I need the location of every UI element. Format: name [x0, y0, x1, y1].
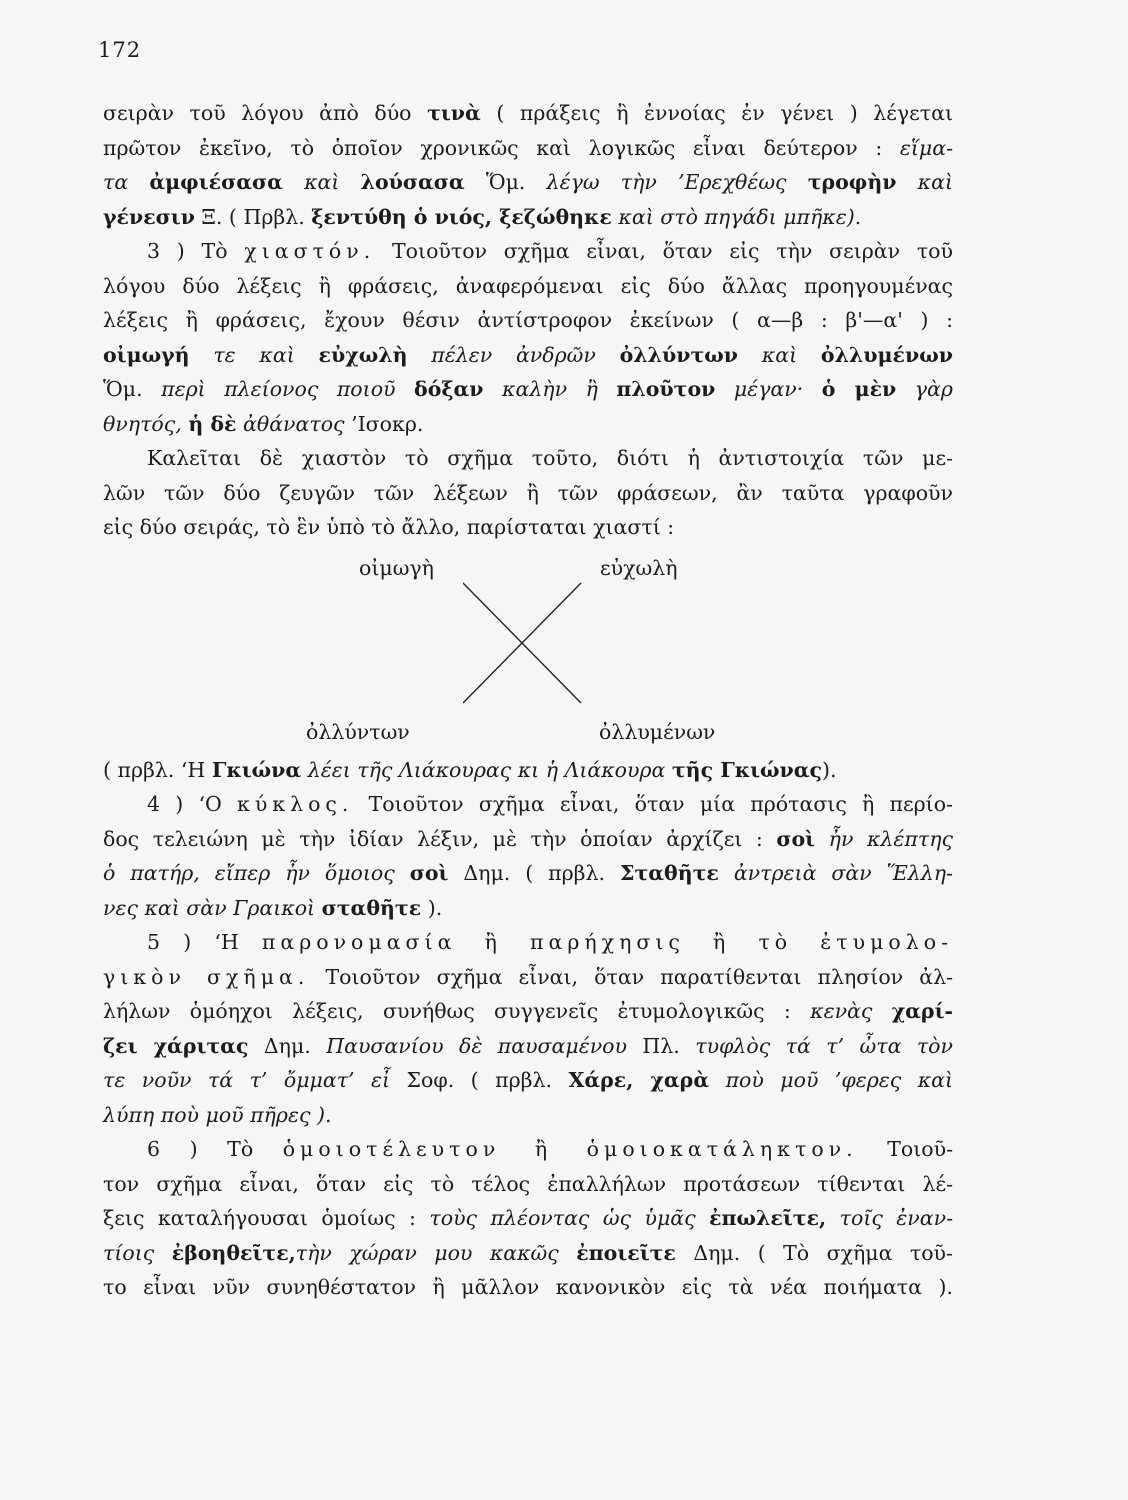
text-line: λύπη ποὺ μοῦ πῆρες ).: [103, 1102, 332, 1127]
text-line: οἰμωγή τε καὶ εὐχωλὴ πέλεν ἀνδρῶν ὀλλύντων καὶ ὀλλυμένων: [103, 342, 953, 367]
term-etymologikon: γικὸν σχῆμα.: [103, 964, 310, 989]
text-line: λῶν τῶν δύο ζευγῶν τῶν λέξεων ἢ τῶν φράσεων, ἂν ταῦτα γραφοῦν: [103, 480, 953, 505]
text-line: λέξεις ἢ φράσεις, ἔχουν θέσιν ἀντίστροφον ἐκείνων ( α—β : β'—α' ) :: [103, 308, 953, 332]
text-line: πρῶτον ἐκεῖνο, τὸ ὁποῖον χρονικῶς καὶ λογικῶς εἶναι δεύτερον : εἵμα-: [103, 135, 953, 160]
page-body: [103, 96, 953, 1305]
text-line: τον σχῆμα εἶναι, ὅταν εἰς τὸ τέλος ἐπαλλήλων προτάσεων τίθενται λέ-: [103, 1171, 953, 1196]
section-heading-line: 5 ) ‘Η παρονομασία ἢ παρήχησις ἢ τὸ ἐτυμολο-: [147, 930, 954, 954]
diagram-word-bottom-left: ὀλλύντων: [306, 719, 410, 744]
text-line: λόγου δύο λέξεις ἢ φράσεις, ἀναφερόμεναι εἰς δύο ἄλλας προηγουμένας: [103, 273, 953, 298]
chiasmus-cross: [463, 581, 583, 706]
text-line: ( πρβλ. ‘Η Γκιώνα λέει τῆς Λιάκουρας κι ἡ Λιάκουρα τῆς Γκιώνας).: [103, 757, 837, 782]
chiasmus-diagram: [103, 545, 953, 753]
term-paronomasia: παρονομασία ἢ παρήχησις ἢ τὸ ἐτυμολο-: [261, 930, 954, 954]
text-line: το εἶναι νῦν συνηθέστατον ἢ μᾶλλον κανονικὸν εἰς τὰ νέα ποιήματα ).: [103, 1275, 953, 1299]
page-number: 172: [98, 38, 142, 62]
term-kyklos: κύκλος.: [237, 792, 354, 816]
text-line: γένεσιν Ξ. ( Πρβλ. ξεντύθη ὁ νιός, ξεζώθηκε καὶ στὸ πηγάδι μπῆκε).: [103, 204, 862, 229]
section-heading-line: 6 ) Τὸ ὁμοιοτέλευτον ἢ ὁμοιοκατάληκτον. Τοιοῦ-: [147, 1137, 953, 1161]
diagram-word-top-left: οἰμωγὴ: [359, 555, 434, 580]
text-line: σειρὰν τοῦ λόγου ἀπὸ δύο τινὰ ( πράξεις ἢ ἐννοίας ἐν γένει ) λέγεται: [103, 101, 953, 125]
text-line: δος τελειώνη μὲ τὴν ἰδίαν λέξιν, μὲ τὴν ὁποίαν ἀρχίζει : σοὶ ἦν κλέπτης: [103, 826, 953, 851]
text-line: εἰς δύο σειράς, τὸ ἓν ὑπὸ τὸ ἄλλο, παρίσταται χιαστί :: [103, 515, 675, 539]
text-line: θνητός, ἡ δὲ ἀθάνατος ’Ισοκρ.: [103, 411, 424, 436]
section-heading-line: 4 ) ‘Ο κύκλος. Τοιοῦτον σχῆμα εἶναι, ὅταν μία πρότασις ἢ περίο-: [147, 792, 953, 816]
text-line: τίοις ἐβοηθεῖτε,τὴν χώραν μου κακῶς ἐποιεῖτε Δημ. ( Τὸ σχῆμα τοῦ-: [103, 1240, 953, 1265]
text-line: τε νοῦν τά τ’ ὄμματ’ εἶ Σοφ. ( πρβλ. Χάρε, χαρὰ ποὺ μοῦ ’φερες καὶ: [103, 1068, 954, 1092]
text-line: τα ἀμφιέσασα καὶ λούσασα Ὅμ. λέγω τὴν ’Ερεχθέως τροφὴν καὶ: [103, 170, 953, 194]
text-line: γικὸν σχῆμα. Τοιοῦτον σχῆμα εἶναι, ὅταν παρατίθενται πλησίον ἀλ-: [103, 964, 953, 989]
text-line: Καλεῖται δὲ χιαστὸν τὸ σχῆμα τοῦτο, διότι ἡ ἀντιστοιχία τῶν με-: [147, 446, 953, 470]
text-line: λήλων ὁμόηχοι λέξεις, συνήθως συγγενεῖς ἐτυμολογικῶς : κενὰς χαρί-: [103, 999, 953, 1023]
diagram-word-top-right: εὐχωλὴ: [600, 555, 678, 580]
text-line: Ὅμ. περὶ πλείονος ποιοῦ δόξαν καλὴν ἢ πλοῦτον μέγαν· ὁ μὲν γὰρ: [103, 377, 953, 401]
text-line: ὁ πατήρ, εἴπερ ἦν ὅμοιος σοὶ Δημ. ( πρβλ. Σταθῆτε ἀντρειὰ σὰν Ἕλλη-: [103, 861, 953, 885]
term-chiaston: χιαστόν.: [244, 239, 376, 263]
section-heading-line: 3 ) Τὸ χιαστόν. Τοιοῦτον σχῆμα εἶναι, ὅταν εἰς τὴν σειρὰν τοῦ: [147, 239, 953, 263]
text-line: ξεις καταλήγουσαι ὁμοίως : τοὺς πλέοντας ὡς ὑμᾶς ἐπωλεῖτε, τοῖς ἐναν-: [103, 1206, 953, 1230]
text-line: νες καὶ σὰν Γραικοὶ σταθῆτε ).: [103, 895, 443, 920]
term-homoioteleuton: ὁμοιοτέλευτον ἢ ὁμοιοκατάληκτον.: [282, 1137, 858, 1161]
text-line: ζει χάριτας Δημ. Παυσανίου δὲ παυσαμένου Πλ. τυφλὸς τά τ’ ὦτα τὸν: [103, 1033, 953, 1058]
diagram-word-bottom-right: ὀλλυμένων: [599, 719, 716, 744]
